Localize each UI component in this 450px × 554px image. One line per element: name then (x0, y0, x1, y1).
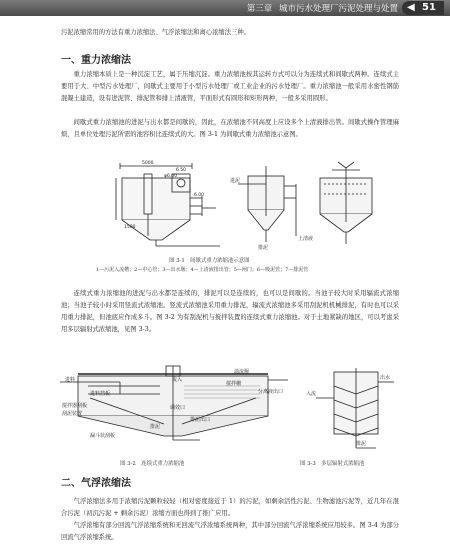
label-stirring-grid: 搅拌栅 (226, 381, 242, 387)
figure-3-2-caption: 图 3-2 连续式重力浓缩池 (120, 461, 185, 467)
figure-3-1 (100, 156, 390, 252)
dim-1500: 1500 (124, 225, 136, 230)
figure-3-1-legend: 1—污泥入流槽；2—中心管；3—出水堰；4—上清液排出管；5—闸门；6—吸泥管；7—排泥管 (96, 267, 309, 273)
paragraph-gravity-2: 间歇式重力浓缩池的进泥与出水都是间歇的，因此，在浓缩池不同高度上应设多个上清液排出管。间歇式操作管理麻烦，且单位处理污泥所需的池容积比连续式的大。图 3-1 为间歇式重力浓缩池示意图。 (61, 119, 399, 138)
label-sludge-out-fig3: 排泥 (356, 441, 367, 447)
label-effluent: 出水 (380, 375, 391, 381)
paragraph-flotation-2: 气浮浓缩有部分回流气浮浓缩系统和无回流气浮浓缩系统两种，其中部分回流气浮浓缩系统应用较多。图 3-4 为部分回流气浮浓缩系统。 (61, 522, 399, 541)
dim-5000: 5000 (142, 161, 154, 166)
intro-paragraph: 污泥浓缩常用的方法有重力浓缩法、气浮浓缩法和离心浓缩法三种。 (61, 29, 250, 36)
dim-650: 6.50 (176, 168, 187, 173)
page-number: 51 (422, 2, 436, 13)
paragraph-gravity-3: 连续式重力浓缩池的进泥与出水都是连续的，排泥可以是连续的，也可以是间歇的。当池子较大时采用辐流式浓缩池；当池子较小时采用竖流式浓缩池。竖流式浓缩池采用重力排泥，辐流式浓缩池多采用刮泥机机械排泥，有时也可以采用重力排泥，但池底应作成多斗。图 3-2 为有刮泥机与搅拌装置的连续式重力浓缩池。对于土地紧缺的地区，可以考虑采用多层辐射式浓缩池，见图 3-3。 (61, 290, 399, 333)
label-overflow-weir: 溢流堰 (234, 369, 250, 375)
label-inflow: 进泥 (230, 178, 241, 184)
section-heading-flotation: 二、气浮浓缩法 (61, 478, 131, 489)
page-header (0, 0, 450, 16)
label-adjust-port: 调效口 (170, 405, 186, 411)
chapter-title: 城市污水处理厂污泥处理与处置 (278, 4, 398, 14)
dim-600-b: 6.00 (194, 193, 205, 198)
label-sludge-out: 排泥 (150, 424, 161, 430)
page-number-tab (402, 1, 444, 15)
label-sludge-out: 排泥 (258, 245, 269, 251)
label-inflow: 流入 (172, 377, 183, 383)
figure-3-3-caption: 图 3-3 多层辐射式浓缩池 (300, 461, 365, 467)
label-funnel-scraper: 漏斗状刮板 (90, 433, 116, 439)
running-header (247, 2, 398, 14)
figure-3-1-caption: 图 3-1 间歇式重力浓缩池示意图 (169, 258, 250, 264)
label-feed-baffle: 进料挡板 (90, 391, 111, 397)
paragraph-flotation-1: 气浮浓缩法多用于浓缩污泥颗粒较轻（相对密度接近于 1）的污泥，如剩余活性污泥、生物滤池污泥等，近几年在混合污泥（初沉污泥 + 剩余污泥）浓缩方面也得到了推广应用。 (61, 498, 399, 517)
section-heading-gravity: 一、重力浓缩法 (61, 55, 131, 66)
arrow-icon: ◀ (407, 2, 415, 13)
label-scraper-device: 刮泥装置 (62, 411, 83, 417)
dim-600-a: φ6.00 (164, 174, 177, 179)
paragraph-gravity-1: 重力浓缩本质上是一种沉淀工艺，属于压缩沉淀。重力浓缩池按其运转方式可以分为连续式和间歇式两种。连续式主要用于大、中型污水处理厂，间歇式主要用于小型污水处理厂或工业企业的污水处理厂。重力浓缩池一般采用水密性钢筋混凝土建造，设有进泥管、排泥管和排上清液管，平面形式有圆形和矩形两种，一般多采用圆形。 (61, 71, 399, 102)
label-separated-liquid-outlet: 分离液出口 (258, 389, 284, 395)
label-sludge-outlet: 排泥出口 (190, 417, 211, 423)
label-feed: 进料 (65, 377, 76, 383)
label-stirrer-scraper: 搅拌器刮板 (62, 403, 88, 409)
label-inflow-fig3: 入流 (306, 391, 317, 397)
label-supernatant: 上清液 (298, 236, 314, 242)
chapter-label: 第三章 (246, 4, 273, 14)
